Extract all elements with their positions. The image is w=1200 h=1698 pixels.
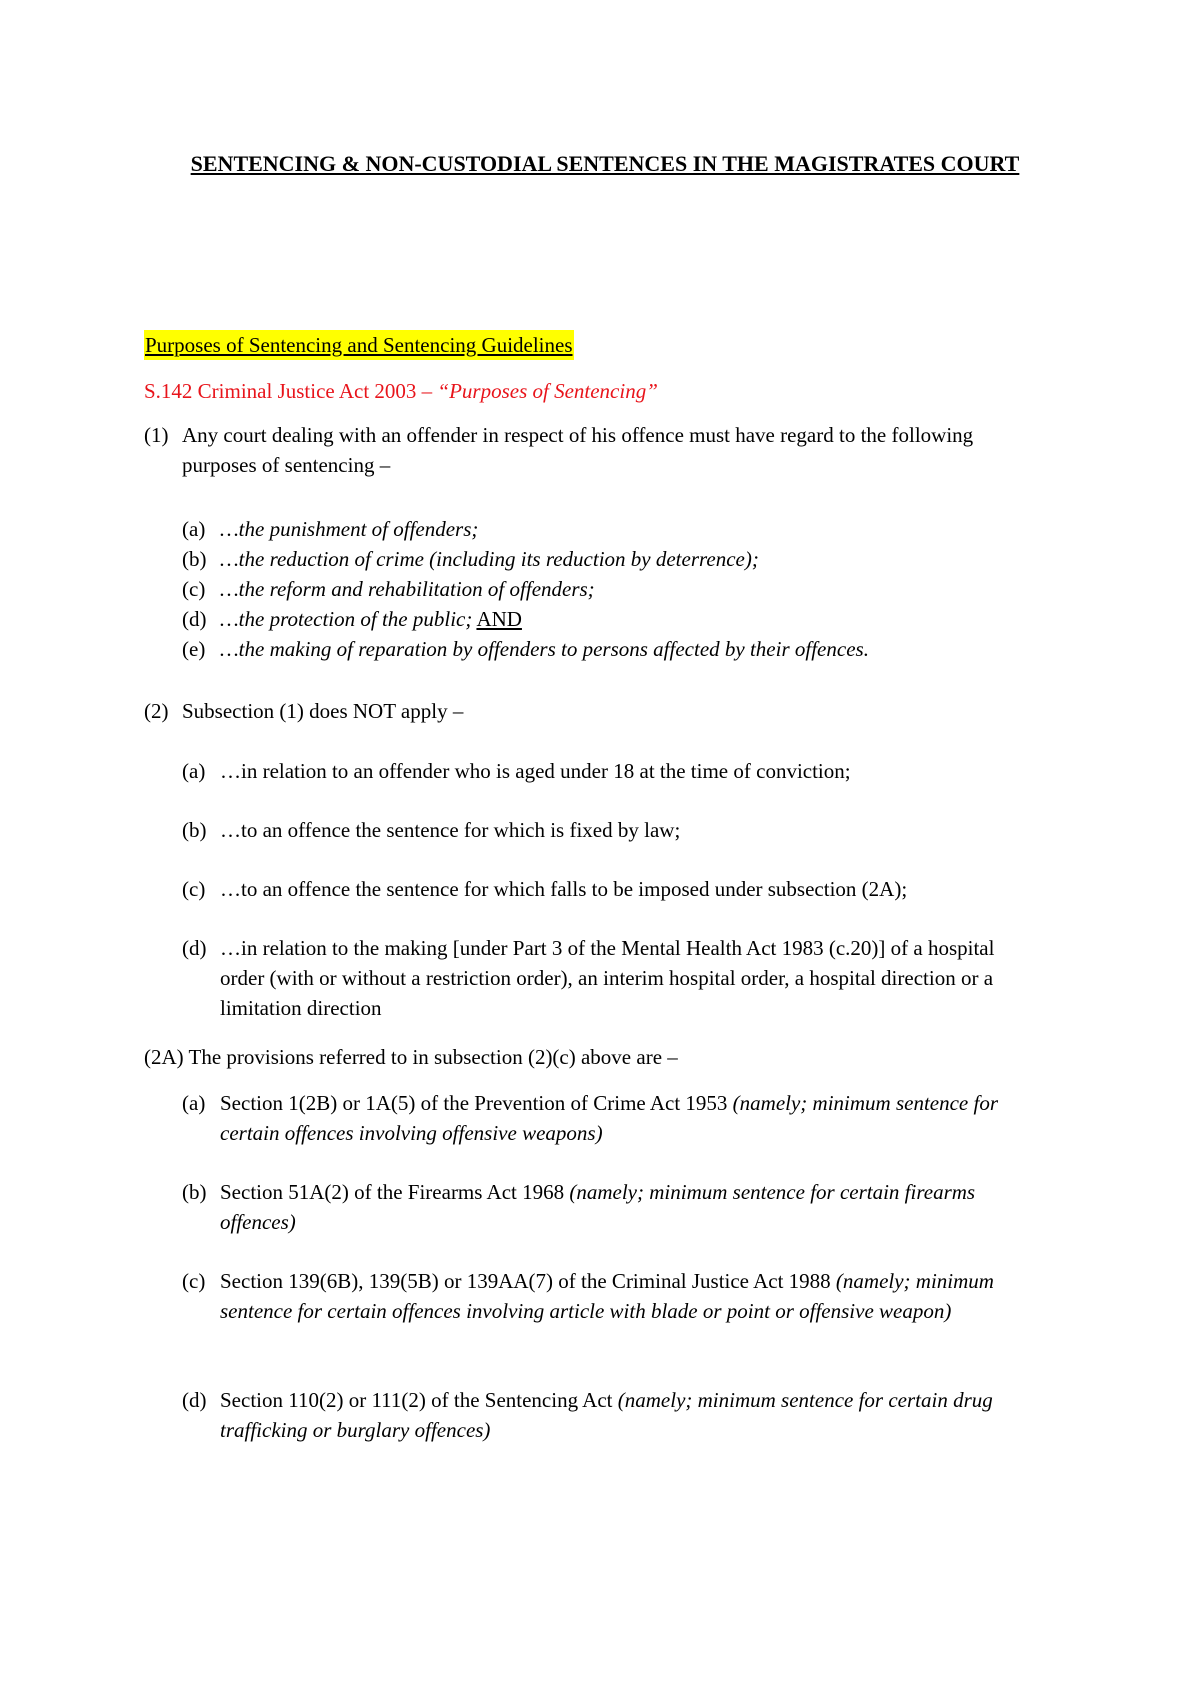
list-item: [182, 544, 1012, 574]
list-item-label: (b): [182, 818, 207, 842]
list-item: [182, 634, 1012, 664]
list-item-text: …to an offence the sentence for which is fixed by law;: [220, 818, 681, 842]
section-heading: Purposes of Sentencing and Sentencing Guidelines: [144, 330, 574, 360]
subsection-2a: [144, 1042, 1004, 1072]
subsection-1: [144, 420, 1004, 480]
list-item-text: Section 110(2) or 111(2) of the Sentencing Act: [220, 1388, 618, 1412]
list-item-note: (namely; minimum sentence for certain offences involving offensive weapons): [220, 1091, 998, 1145]
list-item-note: (namely; minimum sentence for certain firearms offences): [220, 1180, 976, 1234]
list-item: [182, 1088, 1022, 1148]
subsection-2a-text: The provisions referred to in subsection (2)(c) above are –: [188, 1045, 678, 1069]
list-item-label: (a): [182, 1091, 206, 1115]
list-item: [182, 756, 1022, 786]
statute-heading-prefix: S.142 Criminal Justice Act 2003 –: [144, 379, 438, 403]
list-item-and: AND: [476, 607, 522, 631]
list-item-text: …the reform and rehabilitation of offenders;: [220, 577, 595, 601]
list-item-note: (namely; minimum sentence for certain offences involving article with blade or point or offensive weapon): [220, 1269, 994, 1323]
list-item-label: (d): [182, 1388, 207, 1412]
list-item: [182, 1177, 1022, 1237]
list-item-note: (namely; minimum sentence for certain drug trafficking or burglary offences): [220, 1388, 993, 1442]
list-item-label: (b): [182, 547, 207, 571]
list-item: [182, 933, 1042, 1023]
list-item: [182, 604, 1012, 634]
list-item-text: Section 51A(2) of the Firearms Act 1968: [220, 1180, 570, 1204]
subsection-1-list: [182, 514, 1012, 664]
list-item-label: (c): [182, 1269, 206, 1293]
list-item-text: …the protection of the public;: [220, 607, 473, 631]
list-item-label: (e): [182, 637, 206, 661]
document-title: SENTENCING & NON-CUSTODIAL SENTENCES IN THE MAGISTRATES COURT: [190, 151, 1020, 176]
list-item-label: (a): [182, 517, 206, 541]
list-item: [182, 574, 1012, 604]
list-item: [182, 815, 1022, 845]
subsection-1-text: Any court dealing with an offender in respect of his offence must have regard to the following purposes of sentencing –: [182, 423, 974, 477]
statute-heading-quoted: “Purposes of Sentencing”: [437, 379, 658, 403]
subsection-2a-number: (2A): [144, 1045, 184, 1069]
list-item-text: …the reduction of crime (including its reduction by deterrence);: [220, 547, 759, 571]
subsection-2-number: (2): [144, 699, 169, 723]
list-item-label: (d): [182, 607, 207, 631]
list-item: [182, 514, 1012, 544]
list-item-label: (d): [182, 936, 207, 960]
subsection-2-text: Subsection (1) does NOT apply –: [182, 699, 464, 723]
statute-heading: [144, 376, 658, 406]
list-item-label: (c): [182, 877, 206, 901]
list-item-text: Section 1(2B) or 1A(5) of the Prevention of Crime Act 1953: [220, 1091, 733, 1115]
list-item-text: …in relation to an offender who is aged under 18 at the time of conviction;: [220, 759, 851, 783]
list-item: [182, 1385, 1022, 1445]
list-item: [182, 874, 1022, 904]
subsection-1-number: (1): [144, 423, 169, 447]
list-item-label: (b): [182, 1180, 207, 1204]
list-item-text: …the making of reparation by offenders to persons affected by their offences.: [220, 637, 869, 661]
list-item: [182, 1266, 1022, 1326]
list-item-text: …the punishment of offenders;: [220, 517, 479, 541]
subsection-2: [144, 696, 1004, 726]
list-item-label: (c): [182, 577, 206, 601]
list-item-label: (a): [182, 759, 206, 783]
list-item-text: …in relation to the making [under Part 3 of the Mental Health Act 1983 (c.20)] of a hospital order (with or without a restriction order), an interim hospital order, a hospital direction or a limitation direction: [220, 936, 995, 1020]
list-item-text: Section 139(6B), 139(5B) or 139AA(7) of the Criminal Justice Act 1988: [220, 1269, 836, 1293]
list-item-text: …to an offence the sentence for which falls to be imposed under subsection (2A);: [220, 877, 908, 901]
